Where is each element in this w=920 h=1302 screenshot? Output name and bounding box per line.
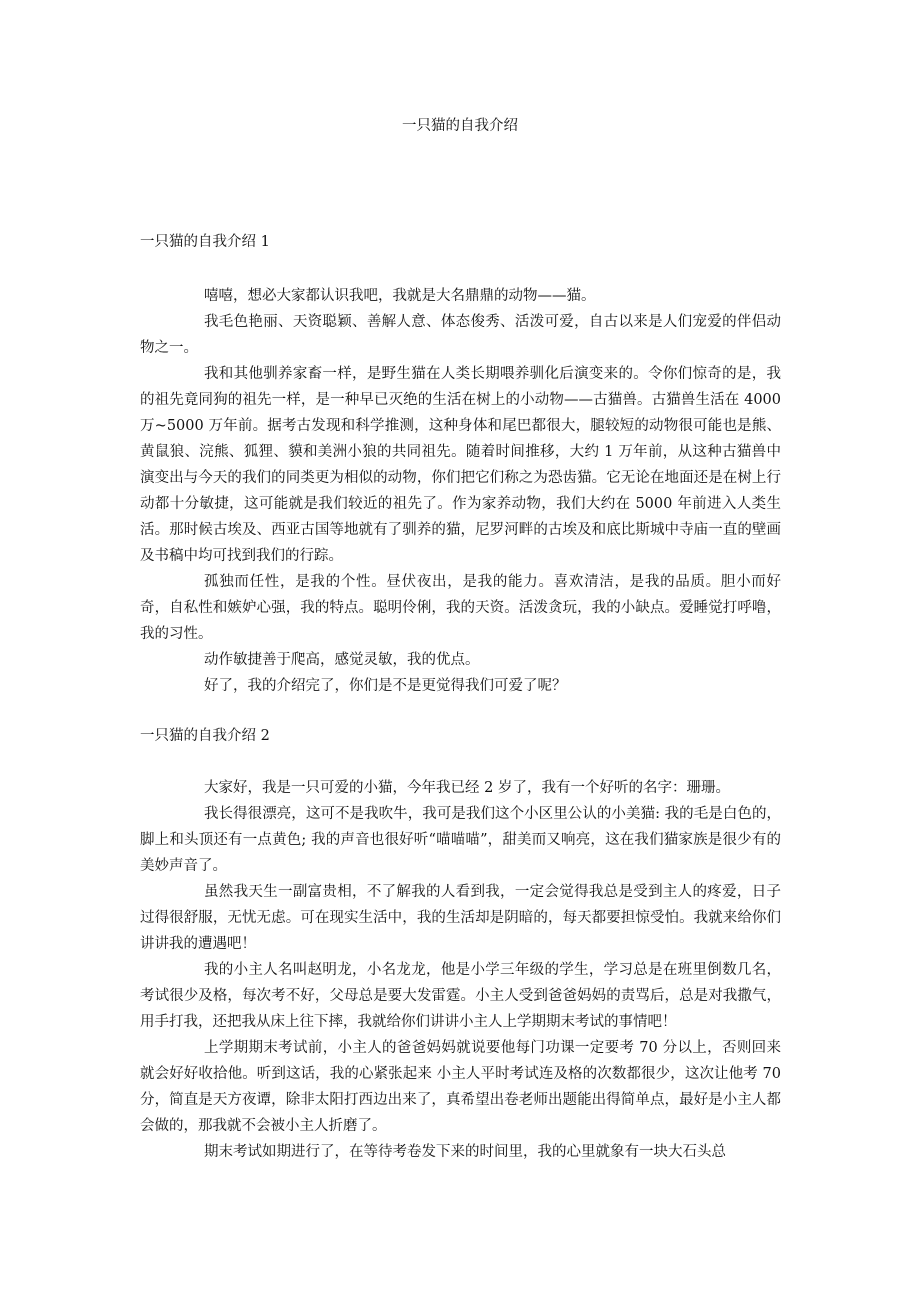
- document-title: 一只猫的自我介绍: [402, 118, 518, 134]
- section-2-paragraph-5: 上学期期末考试前，小主人的爸爸妈妈就说要他每门功课一定要考 70 分以上，否则回来就会好好收拾他。听到这话，我的心紧张起来 小主人平时考试连及格的次数都很少，这次让他考 70 分，简直是天方夜谭，除非太阳打西边出来了，真希望出卷老师出题能出得简单点，最好是小主人都会做的，那我就不会被小主人折磨了。: [140, 1040, 781, 1134]
- section-1-heading: 一只猫的自我介绍 1: [140, 234, 270, 250]
- section-1-paragraph-5: 动作敏捷善于爬高，感觉灵敏，我的优点。: [204, 652, 480, 668]
- section-2-paragraph-6: 期末考试如期进行了，在等待考卷发下来的时间里，我的心里就象有一块大石头总: [204, 1144, 726, 1160]
- section-2-paragraph-4: 我的小主人名叫赵明龙，小名龙龙，他是小学三年级的学生，学习总是在班里倒数几名，考试很少及格，每次考不好，父母总是要大发雷霆。小主人受到爸爸妈妈的责骂后，总是对我撒气，用手打我，还把我从床上往下摔，我就给你们讲讲小主人上学期期末考试的事情吧！: [140, 962, 781, 1030]
- section-2-body: [140, 775, 781, 1165]
- section-1-paragraph-1: 嘻嘻，想必大家都认识我吧，我就是大名鼎鼎的动物——猫。: [204, 288, 596, 304]
- section-1-paragraph-2: 我毛色艳丽、天资聪颖、善解人意、体态俊秀、活泼可爱，自古以来是人们宠爱的伴侣动物之一。: [140, 314, 781, 356]
- section-1-paragraph-6: 好了，我的介绍完了，你们是不是更觉得我们可爱了呢？: [204, 678, 567, 694]
- section-2-paragraph-3: 虽然我天生一副富贵相，不了解我的人看到我，一定会觉得我总是受到主人的疼爱，日子过得很舒服，无忧无虑。可在现实生活中，我的生活却是阴暗的，每天都要担惊受怕。我就来给你们讲讲我的遭遇吧！: [140, 884, 781, 952]
- section-1-paragraph-4: 孤独而任性，是我的个性。昼伏夜出，是我的能力。喜欢清洁，是我的品质。胆小而好奇，自私性和嫉妒心强，我的特点。聪明伶俐，我的天资。活泼贪玩，我的小缺点。爱睡觉打呼噜，我的习性。: [140, 574, 781, 642]
- section-1-heading-wrap: [140, 232, 781, 252]
- section-2-heading-wrap: [140, 726, 781, 746]
- section-1-body: [140, 283, 781, 699]
- section-2-paragraph-1: 大家好，我是一只可爱的小猫，今年我已经 2 岁了，我有一个好听的名字：珊珊。: [204, 780, 730, 796]
- section-1-paragraph-3: 我和其他驯养家畜一样，是野生猫在人类长期喂养驯化后演变来的。令你们惊奇的是，我的祖先竟同狗的祖先一样，是一种早已灭绝的生活在树上的小动物——古猫兽。古猫兽生活在 4000 万~5000 万年前。据考古发现和科学推测，这种身体和尾巴都很大，腿较短的动物很可能也是熊、黄鼠狼、浣熊、狐狸、貘和美洲小狼的共同祖先。随着时间推移，大约 1 万年前，从这种古猫兽中演变出与今天的我们的同类更为相似的动物，你们把它们称之为恐齿猫。它无论在地面还是在树上行动都十分敏捷，这可能就是我们较近的祖先了。作为家养动物，我们大约在 5000 年前进入人类生活。那时候古埃及、西亚古国等地就有了驯养的猫，尼罗河畔的古埃及和底比斯城中寺庙一直的壁画及书稿中均可找到我们的行踪。: [140, 366, 781, 564]
- section-2-paragraph-2: 我长得很漂亮，这可不是我吹牛，我可是我们这个小区里公认的小美猫: 我的毛是白色的，脚上和头顶还有一点黄色; 我的声音也很好听“喵喵喵”，甜美而又响亮，这在我们猫家族是很少有的美妙声音了。: [140, 806, 781, 874]
- section-2-heading: 一只猫的自我介绍 2: [140, 728, 270, 744]
